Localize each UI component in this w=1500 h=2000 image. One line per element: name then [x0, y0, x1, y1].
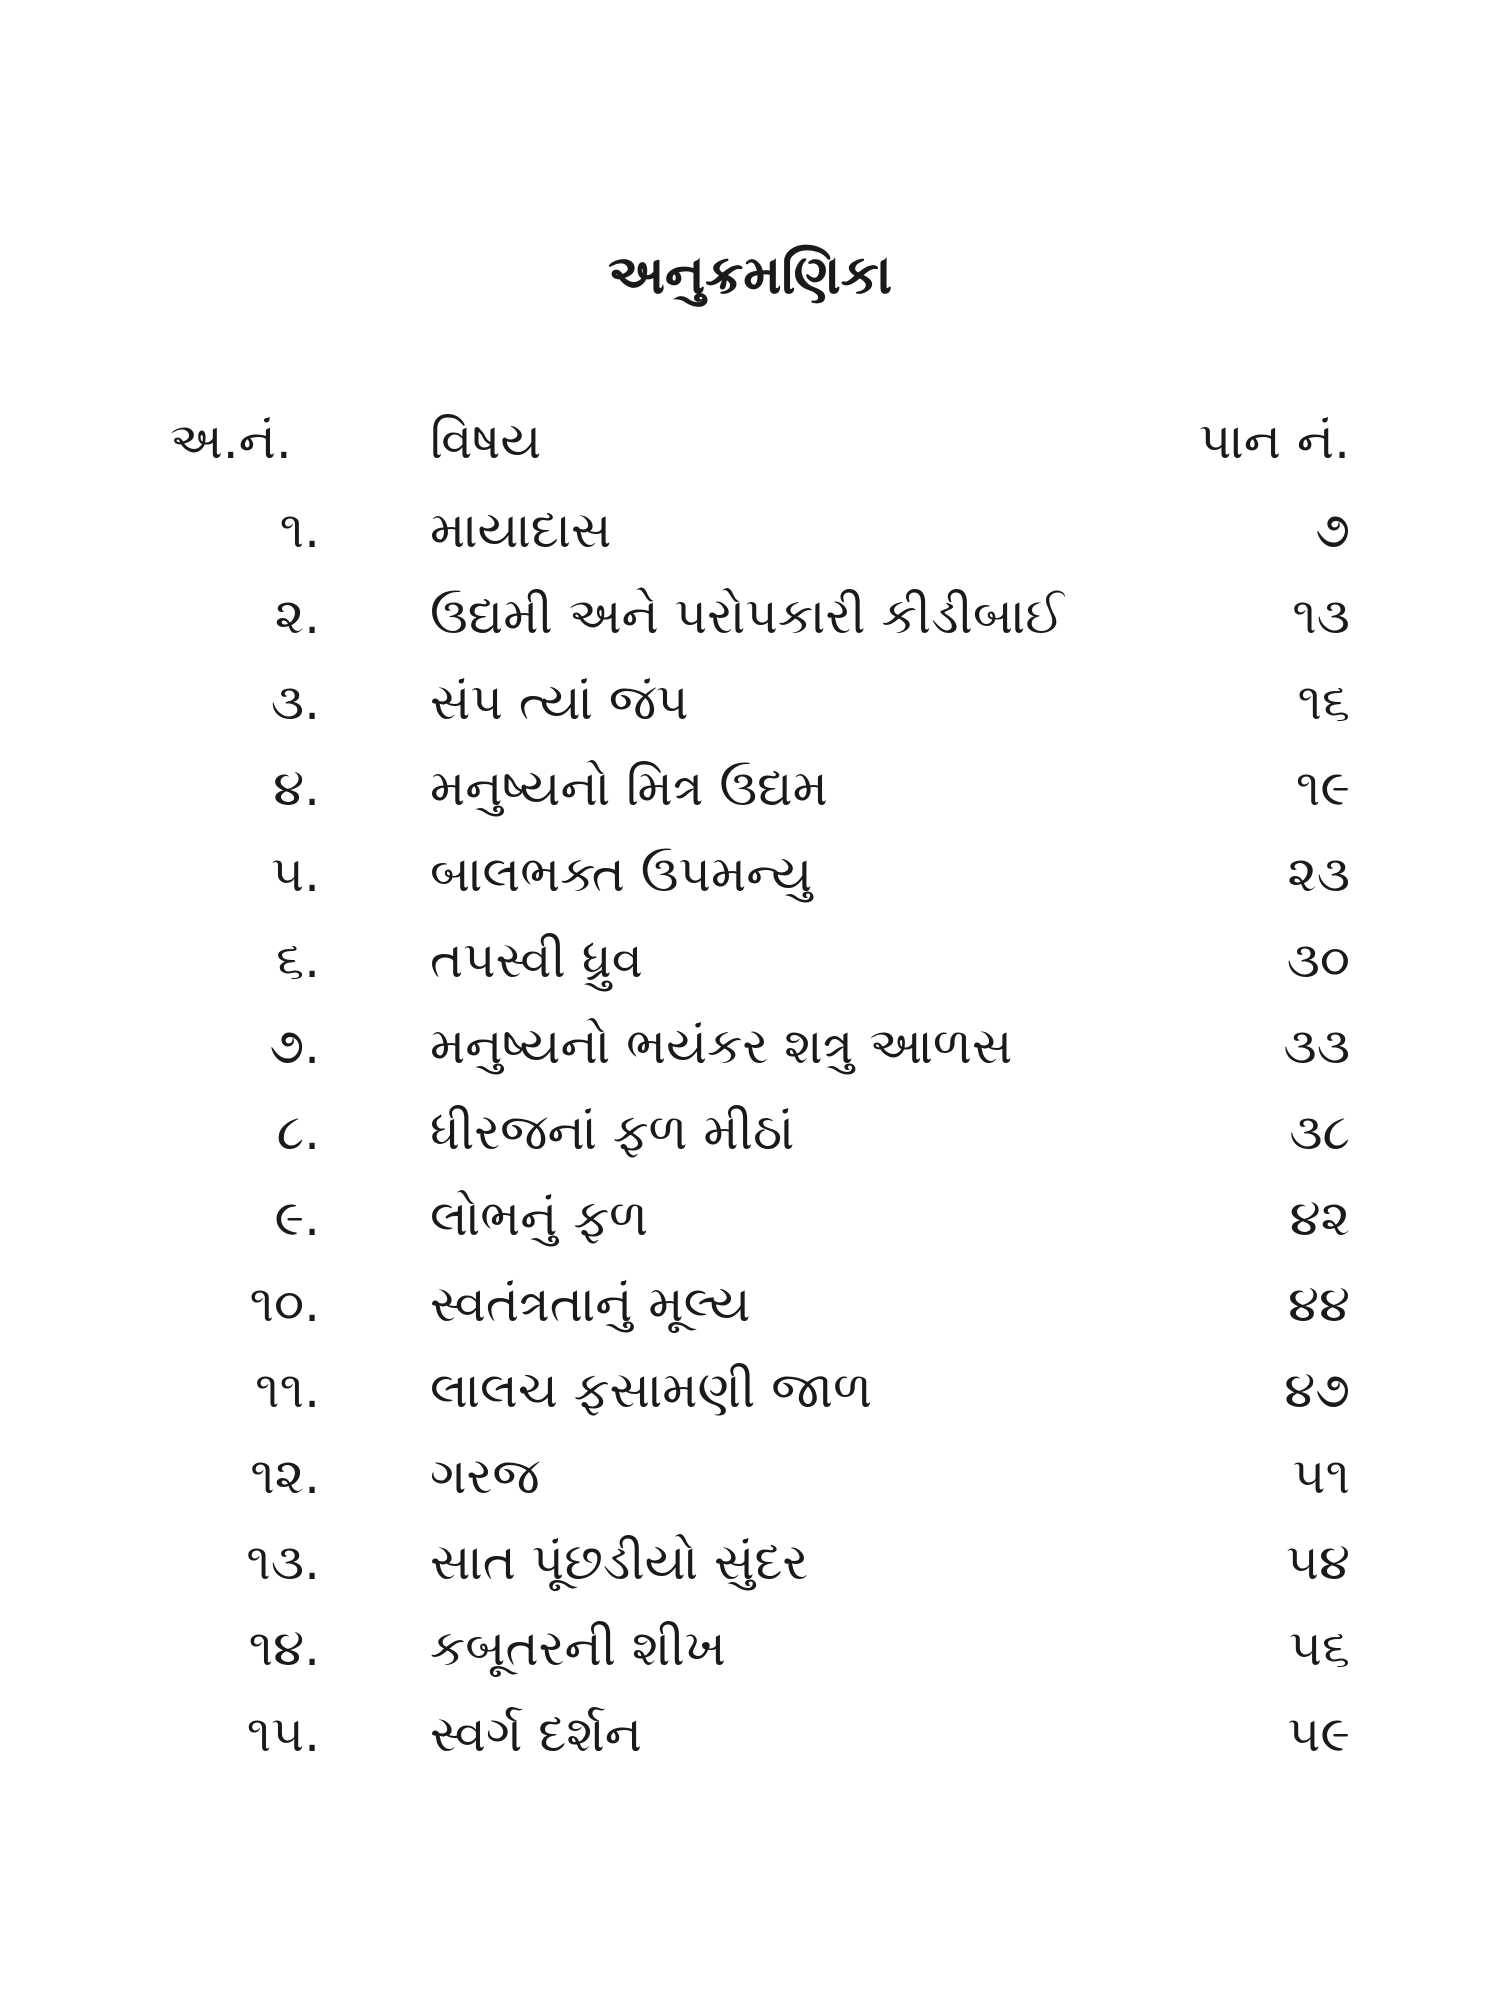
page-title: અનુક્રમણિકા [607, 243, 893, 306]
entry-topic: ગરજ [430, 1446, 540, 1505]
toc-entry[interactable] [170, 1605, 1350, 1691]
toc-entry[interactable] [170, 1519, 1350, 1605]
entry-topic: સ્વર્ગ દર્શન [430, 1704, 643, 1763]
header-page: પાન નં. [1199, 411, 1350, 470]
entry-page: ૧૯ [1295, 758, 1350, 817]
entry-page: ૭ [1315, 500, 1350, 559]
entry-number: ૧૦. [249, 1274, 320, 1333]
entry-topic: લાલચ ફસામણી જાળ [430, 1360, 873, 1419]
entry-page: ૪૪ [1288, 1274, 1350, 1333]
toc-header-row [170, 395, 1350, 487]
toc-entry[interactable] [170, 1175, 1350, 1261]
entry-number: ૧૨. [250, 1446, 320, 1505]
toc-entry[interactable] [170, 831, 1350, 917]
entry-number: ૯. [274, 1188, 320, 1247]
entry-number: ૪. [273, 758, 320, 817]
header-topic: વિષય [430, 411, 542, 470]
entry-topic: મનુષ્યનો ભયંકર શત્રુ આળસ [430, 1016, 1013, 1075]
header-number: અ.નં. [170, 411, 292, 470]
toc-entry[interactable] [170, 487, 1350, 573]
entry-topic: મનુષ્યનો મિત્ર ઉદ્યમ [430, 758, 828, 817]
entry-topic: કબૂતરની શીખ [430, 1618, 726, 1677]
entry-page: ૧૬ [1297, 672, 1350, 731]
entry-topic: માયાદાસ [430, 500, 612, 559]
entry-number: ૧૧. [255, 1360, 320, 1419]
table-of-contents [170, 395, 1350, 1777]
toc-entry[interactable] [170, 917, 1350, 1003]
entry-page: ૩૮ [1289, 1102, 1350, 1161]
entry-topic: ઉદ્યમી અને પરોપકારી કીડીબાઈ [430, 586, 1064, 645]
toc-entry[interactable] [170, 1089, 1350, 1175]
entry-number: ૮. [276, 1102, 320, 1161]
entry-topic: સંપ ત્યાં જંપ [430, 672, 689, 731]
entry-page: ૪૨ [1289, 1188, 1350, 1247]
entry-number: ૧૫. [246, 1704, 320, 1763]
toc-entry[interactable] [170, 745, 1350, 831]
entry-page: ૫૧ [1292, 1446, 1350, 1505]
toc-entry[interactable] [170, 1261, 1350, 1347]
toc-entry[interactable] [170, 1347, 1350, 1433]
entry-topic: ધીરજનાં ફળ મીઠાં [430, 1102, 795, 1161]
entry-number: ૧૩. [246, 1532, 320, 1591]
entry-topic: તપસ્વી ધ્રુવ [430, 930, 643, 989]
toc-entry[interactable] [170, 1003, 1350, 1089]
entry-number: ૨. [274, 586, 320, 645]
entry-number: ૧૪. [248, 1618, 320, 1677]
entry-page: ૫૬ [1289, 1618, 1350, 1677]
entry-page: ૧૩ [1292, 586, 1350, 645]
entry-page: ૩૩ [1283, 1016, 1350, 1075]
entry-number: ૩. [270, 672, 320, 731]
toc-entry[interactable] [170, 1433, 1350, 1519]
entry-topic: સાત પૂંછડીયો સુંદર [430, 1532, 809, 1591]
entry-page: ૫૯ [1287, 1704, 1350, 1763]
entry-page: ૪૭ [1284, 1360, 1350, 1419]
entry-number: ૧. [279, 500, 320, 559]
toc-entry[interactable] [170, 573, 1350, 659]
entry-page: ૩૦ [1286, 930, 1350, 989]
toc-entry[interactable] [170, 659, 1350, 745]
entry-topic: લોભનું ફળ [430, 1188, 649, 1247]
toc-entry[interactable] [170, 1691, 1350, 1777]
entry-page: ૨૩ [1287, 844, 1350, 903]
entry-number: ૫. [271, 844, 320, 903]
entry-topic: બાલભક્ત ઉપમન્યુ [430, 844, 813, 903]
entry-number: ૭. [269, 1016, 320, 1075]
entry-page: ૫૪ [1286, 1532, 1350, 1591]
entry-number: ૬. [276, 930, 320, 989]
entry-topic: સ્વતંત્રતાનું મૂલ્ય [430, 1274, 751, 1333]
